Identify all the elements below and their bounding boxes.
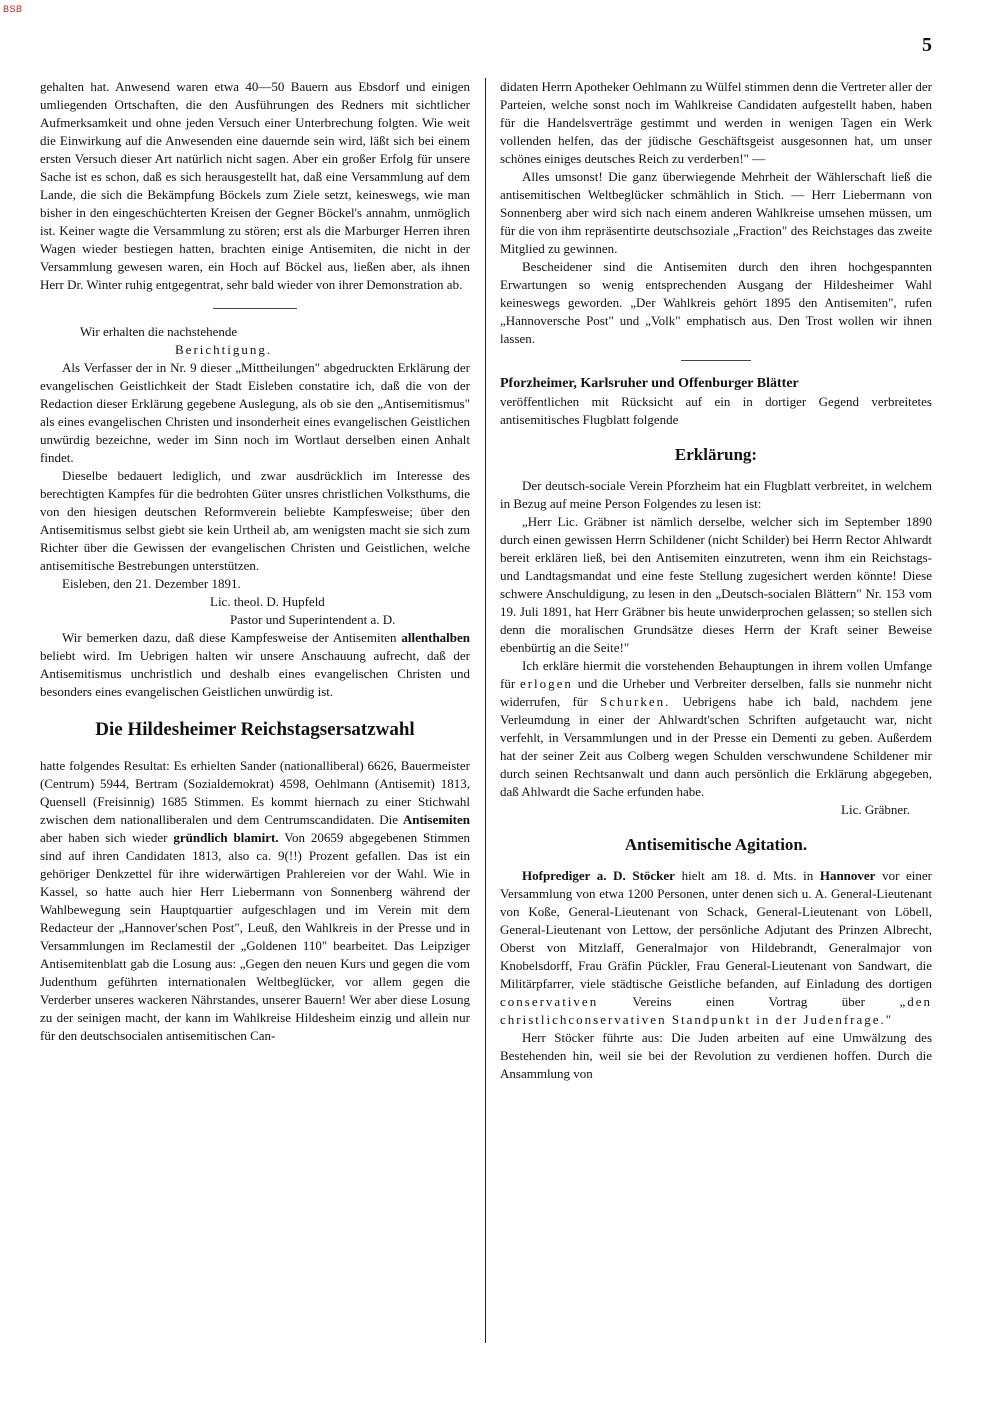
paragraph-stoecker-speech: Herr Stöcker führte aus: Die Juden arbeiten auf eine Umwälzung des Bestehenden hin, weil sie bei der Revolution zu verdienen hoffen. Durch die Ansammlung von	[500, 1030, 932, 1081]
dateline: Eisleben, den 21. Dezember 1891.	[62, 576, 241, 591]
intro-line: Wir erhalten die nachstehende	[80, 324, 238, 339]
paragraph-alles-umsonst: Alles umsonst! Die ganz überwiegende Mehrheit der Wählerschaft ließ die antisemitischen Weltbeglücker schmählich in Stich. — Herr Liebermann von Sonnenberg aber wird sich nach einem anderen Wahlkreise umsehen müssen, um für die von ihm repräsentirte deutschsoziale „Fraction" des Reichstages das zweite Mitglied zu gewinnen.	[500, 169, 932, 256]
signature-title: Pastor und Superintendent a. D.	[230, 612, 396, 627]
paragraph-erklaerung-1: Der deutsch-sociale Verein Pforzheim hat ein Flugblatt verbreitet, in welchem in Bezug auf meine Person Folgendes zu lesen ist:	[500, 478, 932, 511]
left-column	[40, 78, 470, 1045]
result-emphasis-2: gründlich blamirt.	[173, 830, 279, 845]
erkl-text-c: Uebrigens habe ich bald, nachdem jene Verleumdung in einer der Ahlwardt'schen Schriften aufgetaucht war, nicht verfehlt, in Versammlungen und in der Presse ein Dementi zu geben. Außerdem hat der seiner Zeit aus Colberg wegen Schulden verschwundene Schildener mir durch seinen Rechtsanwalt und dann auch persönlich die Erklärung abgegeben, daß Ahlwardt die Sache erfunden habe.	[500, 694, 933, 799]
paragraph-stoecker	[500, 867, 932, 1029]
result-text-a: hatte folgendes Resultat: Es erhielten Sander (nationalliberal) 6626, Bauermeister (Centrum) 5944, Bertram (Sozialdemokrat) 4598, Oehlmann (Antisemit) 1813, Quensell (Freisinnig) 1685 Stimmen. Es kommt hiernach zu einer Stichwahl zwischen dem nationalliberalen und dem Centrumscandidaten. Die	[40, 758, 470, 827]
separator-rule	[213, 308, 297, 309]
paragraph-berichtigung-2: Dieselbe bedauert lediglich, und zwar ausdrücklich im Interesse des berechtigten Kampfes für die bedrohten Güter unsres christlichen Volksthums, die von den hiesigen deutschen Reformverein beliebte Kampfesweise; über den Antisemitismus selbst giebt sie kein Urtheil ab, am wenigsten macht sie sich zum Richter über die Gewissen der evangelischen Christen und Geistlichen, welche antisemitische Bestrebungen unterstützen.	[40, 468, 470, 573]
erkl-spaced-2: Schurken.	[599, 694, 671, 709]
agitation-heading: Antisemitische Agitation.	[624, 835, 808, 854]
separator-rule-right	[681, 360, 751, 361]
pforzheim-heading: Pforzheimer, Karlsruher und Offenburger Blätter	[500, 376, 799, 391]
paragraph-erklaerung-2	[500, 657, 932, 801]
column-divider	[485, 78, 486, 1343]
signature-name: Lic. theol. D. Hupfeld	[210, 594, 325, 609]
stoecker-name: Hofprediger a. D. Stöcker	[522, 868, 675, 883]
paragraph-bescheidener: Bescheidener sind die Antisemiten durch den ihren hochgespannten Erwartungen so wenig entsprechenden Ausgang der Hildesheimer Wahl keineswegs geworden. „Der Wahlkreis gehört 1895 den Antisemiten", rufen „Hannoversche Post" und „Volk" emphatisch aus. Den Trost wollen wir ihnen lassen.	[500, 259, 932, 346]
library-mark: BSB	[3, 4, 23, 14]
stoecker-text-b: vor einer Versammlung von etwa 1200 Personen, unter denen sich u. A. General-Lieutenant von Koße, General-Lieutenant von Schack, General-Lieutenant von Löbell, General-Lieutenant von Lettow, der persönliche Adjutant des Prinzen Albrecht, Oberst von Mitzlaff, Generalmajor von Hildebrandt, Generalmajor von Knobelsdorff, Frau Gräfin Pückler, Frau General-Lieutenant von Sandwart, die Militärpfarrer, viele städtische Geistliche befanden, auf Einladung des dortigen	[500, 868, 933, 991]
erklaerung-signature: Lic. Gräbner.	[841, 802, 910, 817]
stoecker-text-c: Vereins einen Vortrag über	[632, 994, 865, 1009]
note-emphasis: allenthalben	[401, 630, 471, 645]
stoecker-city: Hannover	[819, 868, 876, 883]
stoecker-spaced-1: conservativen	[500, 994, 599, 1009]
right-column	[500, 78, 932, 1083]
paragraph-editorial-note	[40, 629, 470, 701]
paragraph-erklaerung-quote: „Herr Lic. Gräbner ist nämlich derselbe, welcher sich im September 1890 durch einen gewissen Herrn Schildener (nicht Schilder) bei Herrn Rector Ahlwardt bereit erklären ließ, bei den Antisemiten einzutreten, wenn ihm ein Reichstags- und Landtagsmandat und eine feste Stellung zugesichert werden könnte! Diese schwere Anschuldigung, zu lesen in den „Deutsch-socialen Blättern" Nr. 153 vom 19. Juli 1891, hat Herr Gräbner bis heute unwiderprochen gelassen; so stellen sich denn die moralischen Grundsätze dieses Herrn der Kraft seiner Beweise ebenbürtig an die Seite!"	[500, 514, 932, 655]
page-number: 5	[922, 34, 932, 56]
berichtigung-heading: Berichtigung.	[175, 342, 273, 357]
note-text-b: beliebt wird. Im Uebrigen halten wir unsere Anschauung aufrecht, daß der Antisemitismus unchristlich und deshalb eines evangelischen Christen und besonders eines evangelischen Geistlichen unwürdig ist.	[40, 648, 470, 699]
erklaerung-heading: Erklärung:	[674, 445, 758, 464]
erkl-spaced-1: erlogen	[519, 676, 573, 691]
erkl-text-a: Ich erkläre hiermit die vorstehenden Behauptungen in ihrem vollen Umfange für	[500, 658, 932, 691]
result-text-b: aber haben sich wieder	[40, 830, 168, 845]
note-text-a: Wir bemerken dazu, daß diese Kampfesweise der Antisemiten	[62, 630, 397, 645]
pforzheim-intro: veröffentlichen mit Rücksicht auf ein in dortiger Gegend verbreitetes antisemitisches Flugblatt folgende	[500, 394, 932, 427]
paragraph-berichtigung-1: Als Verfasser der in Nr. 9 dieser „Mittheilungen" abgedruckten Erklärung der evangelischen Geistlichkeit der Stadt Eisleben constatire ich, daß die von der Redaction dieser Erklärung gegebene Auslegung, als ob sie den „Antisemitismus" als eines evangelischen Christen und insonderheit eines evangelischen Geistlichen unwürdig bezeichne, weder im Sinn noch im Wortlaut derselben einen Anhalt findet.	[40, 360, 470, 465]
paragraph-candidate-cont: didaten Herrn Apotheker Oehlmann zu Wülfel stimmen denn die Vertreter aller der Parteien, welche sonst noch im Wahlkreise Candidaten aufgestellt haben, haben für die Handelsverträge gestimmt und werden in wenigen Tagen ein Werk vollenden helfen, das der jüdische Geschäftsgeist ausgesonnen hat, um unser schönes einiges deutsches Reich zu verderben!" —	[500, 79, 932, 166]
paragraph-ebsdorf-meeting: gehalten hat. Anwesend waren etwa 40—50 Bauern aus Ebsdorf und einigen umliegenden Ortschaften, die den Ausführungen des Redners mit sichtlicher Aufmerksamkeit und ohne jeden Versuch einer Unterbrechung folgten. Wie weit die Einwirkung auf die Anwesenden eine dauernde sein wird, läßt sich bei einem ersten Versuch dieser Art natürlich nicht sagen. Aber ein großer Erfolg für unsere Sache ist es schon, daß es sich herausgestellt hat, daß eine Versammlung auf dem Lande, die sich die Bekämpfung Böckels zum Ziele setzt, keineswegs, wie man bisher in den eingeschüchterten Kreisen der Gegner Böckel's annahm, unmöglich ist. Keiner wagte die Versammlung zu stören; erst als die Marburger Herren ihren Wagen wieder bestiegen hatten, brachten einige Antisemiten, die nicht in der Versammlung gewesen waren, ein Hoch auf Böckel aus, ließen aber, als ihnen Herr Dr. Winter ruhig entgegentrat, sehr bald wieder von ihrer Demonstration ab.	[40, 79, 470, 292]
stoecker-text-a: hielt am 18. d. Mts. in	[681, 868, 814, 883]
result-emphasis-1: Antisemiten	[402, 812, 471, 827]
headline-hildesheim: Die Hildesheimer Reichstagsersatzwahl	[95, 719, 415, 740]
result-text-c: Von 20659 abgegebenen Stimmen sind auf ihren Candidaten 1813, also ca. 9(!!) Prozent gefallen. Das ist ein gehöriger Denkzettel für ihre widerwärtigen Prahlereien vor der Wahl. Wie in Kassel, so hatte auch hier Herr Liebermann von Sonnenberg während der Wahlbewegung sein Hauptquartier aufgeschlagen und im Verein mit dem Redacteur der „Hannover'schen Post", Leuß, den Wahlkreis in der Presse und in Versammlungen im Reclamestil der „Goldenen 110" bearbeitet. Das Leipziger Antisemitenblatt gab die Losung aus: „Gegen den neuen Kurs und gegen die vom Judenthum geführten internationalen Weltbeglücker, vor allem gegen die Verderber unseres wackeren Nährstandes, unserer Bauern! Wer aber diese Losung zu der seinigen macht, der kann im Wahlkreise Hildesheim einzig und allein nur für den deutschsocialen antisemitischen Can-	[40, 830, 470, 1043]
paragraph-election-result	[40, 757, 470, 1045]
erkl-text-b: und die Urheber und Verbreiter derselben, falls sie nunmehr nicht widerrufen, für	[500, 676, 933, 709]
stoecker-spaced-2: „den christlichconservativen Standpunkt in der Judenfrage."	[500, 994, 932, 1027]
